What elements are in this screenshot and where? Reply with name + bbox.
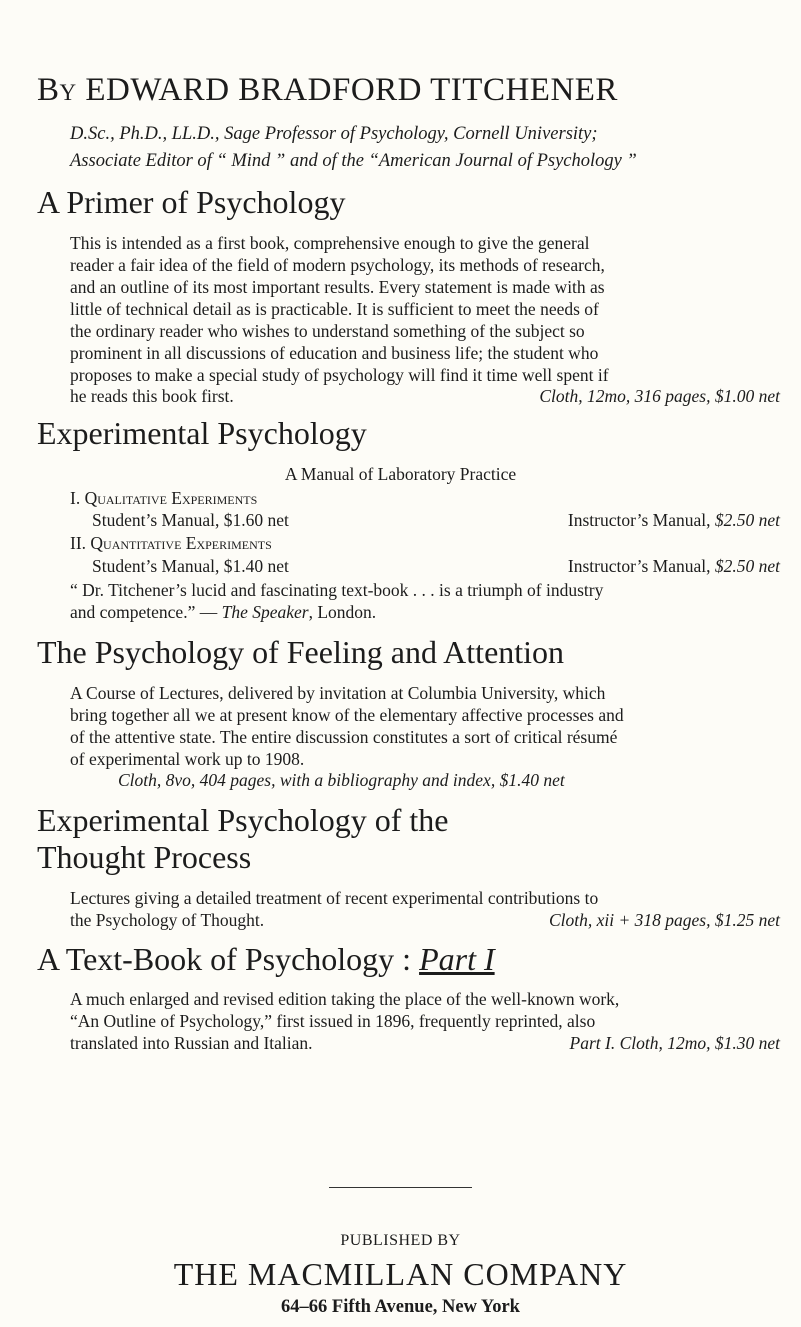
part-label: II. Quantitative Experiments xyxy=(70,533,272,553)
publisher-name: THE MACMILLAN COMPANY xyxy=(173,1256,628,1292)
desc-line: translated into Russian and Italian. xyxy=(70,1033,313,1053)
instructor-manual-price xyxy=(568,510,780,531)
quote-source: The Speaker xyxy=(221,602,309,622)
desc-line: bring together all we at present know of the elementary affective processes and xyxy=(70,705,624,725)
desc-line: of experimental work up to 1908. xyxy=(70,749,305,769)
book-title: Experimental Psychology xyxy=(37,415,367,451)
desc-line: This is intended as a first book, comprehensive enough to give the general xyxy=(70,233,590,253)
book-price: Cloth, xii + 318 pages, $1.25 net xyxy=(548,910,780,930)
book-subtitle: A Manual of Laboratory Practice xyxy=(284,464,517,484)
author-credentials-line: Associate Editor of “ Mind ” and of the “American Journal of Psychology ” xyxy=(70,151,637,171)
instructor-price: $2.50 net xyxy=(714,510,780,530)
book-description xyxy=(70,682,770,770)
instructor-label: Instructor’s Manual, xyxy=(567,556,711,576)
book-price: Cloth, 8vo, 404 pages, with a bibliography and index, $1.40 net xyxy=(118,770,565,790)
desc-line: A Course of Lectures, delivered by invitation at Columbia University, which xyxy=(70,683,606,703)
book-description xyxy=(70,232,770,386)
author-name: EDWARD BRADFORD TITCHENER xyxy=(85,72,618,108)
quote-text: and competence.” — xyxy=(70,602,222,622)
book-price-line xyxy=(70,910,780,931)
by-label: By xyxy=(37,72,77,108)
desc-line: A much enlarged and revised edition taking the place of the well-known work, xyxy=(70,989,620,1009)
divider-rule xyxy=(329,1187,472,1188)
student-manual-price: Student’s Manual, $1.60 net xyxy=(92,510,289,530)
book-title: Thought Process xyxy=(37,839,252,875)
author-header xyxy=(37,72,618,109)
review-quote-line: “ Dr. Titchener’s lucid and fascinating text-book . . . is a triumph of industry xyxy=(70,580,604,600)
instructor-label: Instructor’s Manual, xyxy=(567,510,711,530)
quote-place: , London. xyxy=(308,602,377,622)
book-price: Cloth, 12mo, 316 pages, $1.00 net xyxy=(539,386,780,406)
book-price-line xyxy=(70,1033,780,1054)
book-price-line xyxy=(70,386,780,407)
review-quote-line xyxy=(70,602,770,623)
book-title: The Psychology of Feeling and Attention xyxy=(37,634,565,670)
book-title xyxy=(37,941,495,978)
part-prices xyxy=(92,556,780,577)
instructor-price: $2.50 net xyxy=(714,556,780,576)
book-price: Part I. Cloth, 12mo, $1.30 net xyxy=(569,1033,780,1053)
author-credentials-line: D.Sc., Ph.D., LL.D., Sage Professor of Psychology, Cornell University; xyxy=(70,124,598,144)
desc-line: the ordinary reader who wishes to understand something of the subject so xyxy=(70,321,585,341)
book-title-part: Part I xyxy=(419,941,495,977)
book-title: Experimental Psychology of the xyxy=(37,802,449,838)
published-by-label: PUBLISHED BY xyxy=(340,1232,461,1249)
student-manual-price: Student’s Manual, $1.40 net xyxy=(92,556,289,576)
book-title-main: A Text-Book of Psychology : xyxy=(37,941,412,977)
book-title: A Primer of Psychology xyxy=(37,184,346,220)
desc-line: little of technical detail as is practicable. It is sufficient to meet the needs of xyxy=(70,299,599,319)
desc-line: he reads this book first. xyxy=(70,386,234,406)
instructor-manual-price xyxy=(568,556,780,577)
part-label: I. Qualitative Experiments xyxy=(70,488,258,508)
desc-line: of the attentive state. The entire discussion constitutes a sort of critical résumé xyxy=(70,727,618,747)
desc-line: reader a fair idea of the field of modern psychology, its methods of research, xyxy=(70,255,605,275)
publisher-address: 64–66 Fifth Avenue, New York xyxy=(281,1297,520,1317)
desc-line: “An Outline of Psychology,” first issued in 1896, frequently reprinted, also xyxy=(70,1011,596,1031)
desc-line: Lectures giving a detailed treatment of recent experimental contributions to xyxy=(70,888,599,908)
desc-line: the Psychology of Thought. xyxy=(70,910,265,930)
desc-line: prominent in all discussions of education and business life; the student who xyxy=(70,343,599,363)
desc-line: and an outline of its most important results. Every statement is made with as xyxy=(70,277,605,297)
part-prices xyxy=(92,510,780,531)
desc-line: proposes to make a special study of psychology will find it time well spent if xyxy=(70,365,609,385)
